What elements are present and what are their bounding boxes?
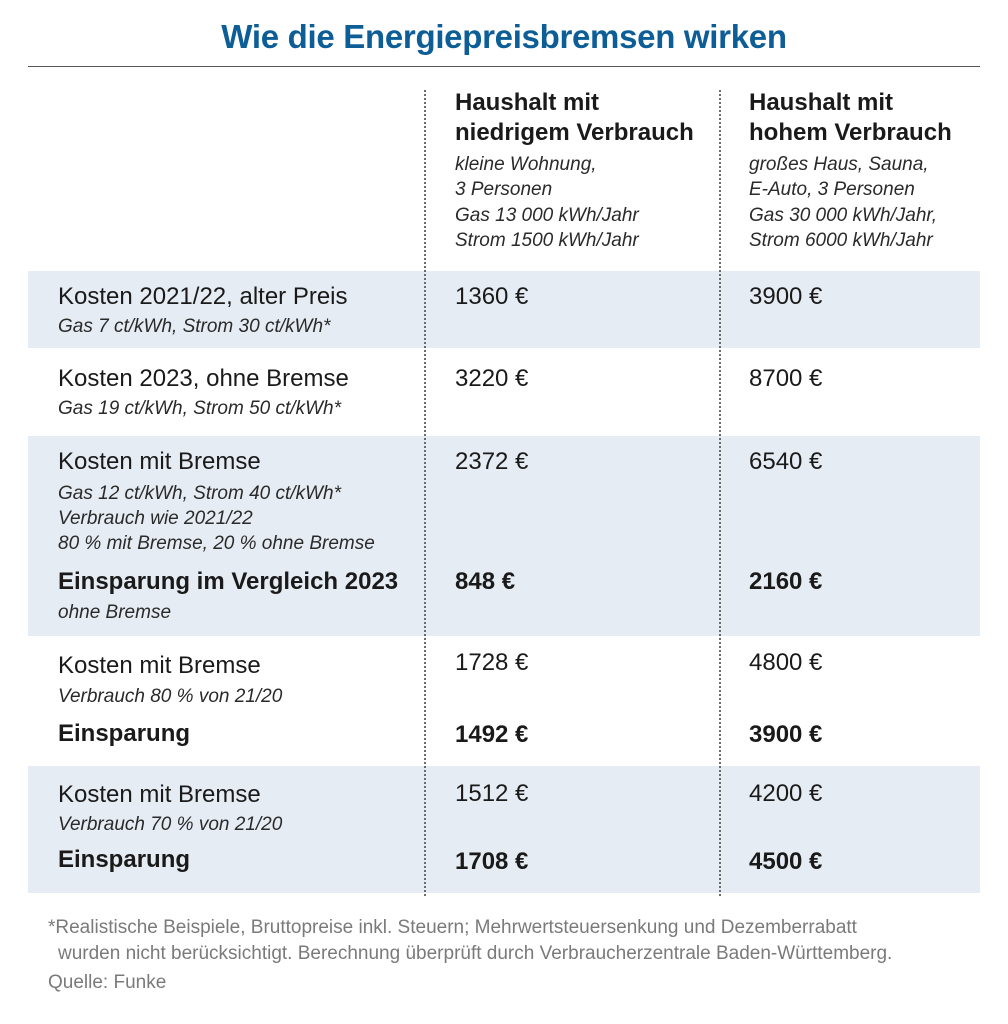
row-sub: Verbrauch 70 % von 21/20	[58, 814, 283, 835]
column-sub-low-3: Gas 13 000 kWh/Jahr	[455, 205, 639, 226]
row-label: Kosten 2021/22, alter Preis	[58, 283, 348, 310]
row-sub: Gas 7 ct/kWh, Strom 30 ct/kWh*	[58, 316, 331, 337]
column-title-low-line1: Haushalt mit	[455, 89, 600, 116]
row-value-high: 4500 €	[749, 848, 823, 875]
row-value-low: 1360 €	[455, 283, 529, 310]
row-value-low: 3220 €	[455, 365, 529, 392]
row-sub: 80 % mit Bremse, 20 % ohne Bremse	[58, 533, 375, 554]
column-sub-high-3: Gas 30 000 kWh/Jahr,	[749, 205, 937, 226]
row-value-low: 848 €	[455, 568, 516, 595]
column-title-high-line2: hohem Verbrauch	[749, 119, 952, 146]
row-label: Kosten mit Bremse	[58, 448, 261, 475]
title-divider	[28, 66, 980, 67]
row-value-high: 4800 €	[749, 649, 823, 676]
row-value-high: 2160 €	[749, 568, 823, 595]
column-sub-low-2: 3 Personen	[455, 179, 553, 200]
column-separator-2	[719, 90, 721, 896]
row-label: Kosten mit Bremse	[58, 652, 261, 679]
column-sub-low-4: Strom 1500 kWh/Jahr	[455, 230, 639, 251]
row-value-low: 2372 €	[455, 448, 529, 475]
source-credit: Quelle: Funke	[48, 972, 167, 993]
row-value-low: 1708 €	[455, 848, 529, 875]
row-sub: Gas 19 ct/kWh, Strom 50 ct/kWh*	[58, 398, 341, 419]
row-label: Einsparung	[58, 846, 191, 873]
row-value-high: 3900 €	[749, 721, 823, 748]
column-sub-high-2: E-Auto, 3 Personen	[749, 179, 915, 200]
column-title-low-line2: niedrigem Verbrauch	[455, 119, 694, 146]
column-sub-high-1: großes Haus, Sauna,	[749, 154, 929, 175]
row-value-high: 8700 €	[749, 365, 823, 392]
row-value-low: 1512 €	[455, 780, 529, 807]
row-value-low: 1728 €	[455, 649, 529, 676]
row-value-high: 6540 €	[749, 448, 823, 475]
column-separator-1	[424, 90, 426, 896]
footnote-line-1: *Realistische Beispiele, Bruttopreise inkl. Steuern; Mehrwertsteuersenkung und Dezemberrabatt	[48, 917, 857, 938]
footnote	[48, 915, 988, 967]
column-sub-high-4: Strom 6000 kWh/Jahr	[749, 230, 933, 251]
row-value-high: 4200 €	[749, 780, 823, 807]
row-sub: Gas 12 ct/kWh, Strom 40 ct/kWh*	[58, 483, 341, 504]
row-sub: Verbrauch 80 % von 21/20	[58, 686, 283, 707]
row-label: Einsparung im Vergleich 2023	[58, 568, 399, 595]
row-sub: ohne Bremse	[58, 602, 172, 623]
row-value-high: 3900 €	[749, 283, 823, 310]
row-label: Einsparung	[58, 720, 191, 747]
row-label: Kosten mit Bremse	[58, 781, 261, 808]
page-title: Wie die Energiepreisbremsen wirken	[221, 18, 787, 55]
footnote-line-2: wurden nicht berücksichtigt. Berechnung überprüft durch Verbraucherzentrale Baden-Württemberg.	[58, 943, 893, 964]
row-sub: Verbrauch wie 2021/22	[58, 508, 253, 529]
column-sub-low-1: kleine Wohnung,	[455, 154, 597, 175]
row-value-low: 1492 €	[455, 721, 529, 748]
row-label: Kosten 2023, ohne Bremse	[58, 365, 349, 392]
column-title-high-line1: Haushalt mit	[749, 89, 894, 116]
